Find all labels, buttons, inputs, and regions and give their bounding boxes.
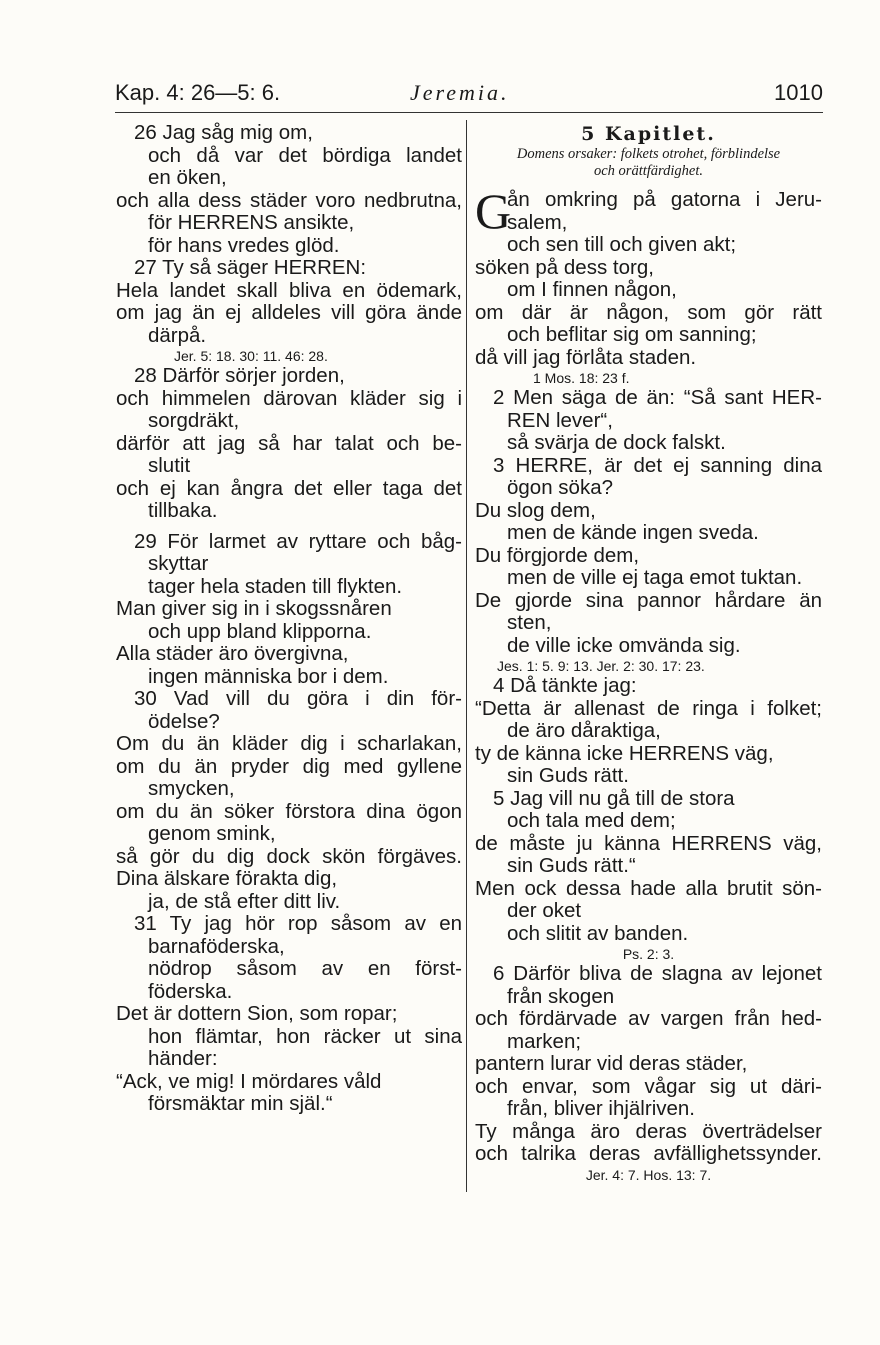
- dropcap-paragraph: [475, 183, 822, 239]
- verse-line: en öken,: [148, 166, 227, 189]
- verse-line: Men ock dessa hade alla brutit sön-: [475, 876, 822, 900]
- verse-line: Alla städer äro övergivna,: [116, 642, 349, 665]
- verse-line: men de ville ej taga emot tuktan.: [507, 566, 803, 589]
- verse-line: pantern lurar vid deras städer,: [475, 1052, 748, 1075]
- verse-line: och upp bland klipporna.: [148, 619, 372, 643]
- verse-line: “Ack, ve mig! I mördares våld: [116, 1069, 382, 1093]
- right-verse-lines: [475, 234, 822, 1184]
- verse-line: och då var det bördiga landet: [148, 143, 462, 167]
- chapter-summary-line: och orättfärdighet.: [593, 163, 703, 179]
- verse-line: och fördärvade av vargen från hed-: [475, 1007, 822, 1030]
- verse-line: 29 För larmet av ryttare och båg-: [134, 529, 462, 553]
- book-title: Jeremia.: [410, 80, 510, 105]
- verse-line: och ej kan ångra det eller taga det: [116, 476, 462, 500]
- verse-line: om du än pryder dig med gyllene: [116, 754, 462, 778]
- cross-reference: Ps. 2: 3.: [622, 946, 675, 962]
- verse-line: därpå.: [148, 323, 207, 347]
- verse-line: så svärja de dock falskt.: [507, 431, 726, 454]
- chapter-summary-line: Domens orsaker: folkets otrohet, förblindelse: [516, 146, 781, 162]
- verse-line: De gjorde sina pannor hårdare än: [475, 588, 822, 612]
- verse-line: och envar, som vågar sig ut däri-: [475, 1074, 822, 1098]
- verse-line: därför att jag så har talat och be-: [116, 431, 462, 455]
- verse-line: de måste ju känna HERRENS väg,: [475, 831, 822, 855]
- verse-line: om du än söker förstora dina ögon: [116, 799, 462, 823]
- verse-line: händer:: [148, 1047, 218, 1070]
- verse-line: för hans vredes glöd.: [148, 233, 340, 257]
- verse-line: och beflitar sig om sanning;: [507, 323, 757, 346]
- verse-line: för HERRENS ansikte,: [148, 211, 355, 234]
- verse-line: Du slog dem,: [475, 498, 596, 522]
- left-column: [116, 122, 462, 1116]
- verse-line: 28 Därför sörjer jorden,: [134, 364, 345, 387]
- verse-line: Hela landet skall bliva en ödemark,: [116, 278, 462, 302]
- verse-line: 2 Men säga de än: “Så sant HER-: [493, 386, 822, 409]
- verse-line: då vill jag förlåta staden.: [475, 345, 697, 369]
- verse-line: 26 Jag såg mig om,: [134, 121, 313, 144]
- verse-line: skyttar: [148, 552, 209, 575]
- verse-line: Du förgjorde dem,: [475, 543, 640, 567]
- column-divider: [466, 120, 467, 1192]
- verse-line: tager hela staden till flykten.: [148, 574, 403, 598]
- verse-line: 5 Jag vill nu gå till de stora: [493, 786, 735, 810]
- verse-line: från, bliver ihjälriven.: [507, 1097, 695, 1120]
- verse-line: de ville icke omvända sig.: [507, 633, 741, 657]
- verse-line: och slitit av banden.: [507, 921, 689, 945]
- verse-line: och sen till och given akt;: [507, 233, 737, 256]
- verse-line: ögon söka?: [507, 476, 614, 499]
- verse-line: försmäktar min själ.“: [148, 1092, 333, 1115]
- verse-line: Om du än kläder dig i scharlakan,: [116, 732, 462, 755]
- verse-line: från skogen: [507, 984, 615, 1008]
- verse-line: REN lever“,: [507, 408, 613, 432]
- cross-reference: Jer. 5: 18. 30: 11. 46: 28.: [174, 348, 328, 364]
- verse-line: der oket: [507, 899, 582, 922]
- verse-line: söken på dess torg,: [475, 255, 654, 279]
- verse-line: ingen människa bor i dem.: [148, 664, 389, 688]
- verse-line: 6 Därför bliva de slagna av lejonet: [493, 962, 822, 985]
- verse-line: men de kände ingen sveda.: [507, 521, 759, 544]
- verse-line: salem,: [507, 210, 568, 234]
- verse-line: Man giver sig in i skogssnåren: [116, 597, 392, 620]
- verse-line: och himmelen därovan kläder sig i: [116, 386, 462, 410]
- page-number: 1010: [774, 80, 823, 105]
- verse-line: smycken,: [148, 777, 235, 800]
- verse-line: och talrika deras avfällighetssynder.: [475, 1142, 822, 1165]
- verse-line: ty de känna icke HERRENS väg,: [475, 741, 774, 765]
- verse-line: Det är dottern Sion, som ropar;: [116, 1002, 398, 1025]
- verse-line: sin Guds rätt.“: [507, 854, 636, 877]
- verse-line: sorgdräkt,: [148, 409, 240, 432]
- verse-line: sin Guds rätt.: [507, 764, 629, 787]
- verse-line: om I finnen någon,: [507, 278, 677, 301]
- verse-line: ödelse?: [148, 709, 220, 733]
- cross-reference: Jes. 1: 5. 9: 13. Jer. 2: 30. 17: 23.: [497, 658, 705, 674]
- verse-line: ja, de stå efter ditt liv.: [148, 889, 341, 913]
- verse-line: barnaföderska,: [148, 934, 285, 958]
- verse-line: “Detta är allenast de ringa i folket;: [475, 696, 822, 720]
- verse-line: nödrop såsom av en först-: [148, 957, 462, 980]
- running-header: [115, 80, 823, 110]
- verse-line: så gör du dig dock skön förgäves.: [116, 844, 462, 868]
- cross-reference: Jer. 4: 7. Hos. 13: 7.: [585, 1166, 712, 1183]
- dropcap-letter: G: [475, 183, 512, 239]
- verse-line: 4 Då tänkte jag:: [493, 674, 637, 697]
- verse-line: 3 HERRE, är det ej sanning dina: [493, 453, 822, 477]
- verse-line: och alla dess städer voro nedbrutna,: [116, 188, 462, 212]
- verse-line: om jag än ej alldeles vill göra ände: [116, 301, 462, 324]
- verse-line: 27 Ty så säger HERREN:: [134, 256, 367, 279]
- verse-line: om där är någon, som gör rätt: [475, 300, 822, 324]
- verse-line: marken;: [507, 1029, 582, 1053]
- right-column: [475, 122, 822, 1184]
- verse-line: genom smink,: [148, 822, 276, 845]
- verse-line: slutit: [148, 454, 191, 477]
- verse-line: tillbaka.: [148, 499, 218, 522]
- verse-line: och tala med dem;: [507, 809, 676, 832]
- verse-line: 30 Vad vill du göra i din för-: [134, 687, 462, 710]
- verse-line: de äro dåraktiga,: [507, 719, 661, 742]
- verse-line: föderska.: [148, 979, 233, 1003]
- verse-line: Ty många äro deras överträdelser: [475, 1119, 822, 1143]
- verse-line: ån omkring på gatorna i Jeru-: [507, 188, 822, 211]
- verse-line: 31 Ty jag hör rop såsom av en: [134, 912, 462, 935]
- cross-reference: 1 Mos. 18: 23 f.: [533, 370, 630, 386]
- header-rule: [115, 112, 823, 113]
- chapter-reference: Kap. 4: 26—5: 6.: [115, 80, 281, 105]
- verse-line: Dina älskare förakta dig,: [116, 867, 338, 890]
- verse-line: sten,: [507, 611, 552, 634]
- chapter-title: 5 Kapitlet.: [581, 123, 716, 145]
- verse-line: hon flämtar, hon räcker ut sina: [148, 1024, 462, 1048]
